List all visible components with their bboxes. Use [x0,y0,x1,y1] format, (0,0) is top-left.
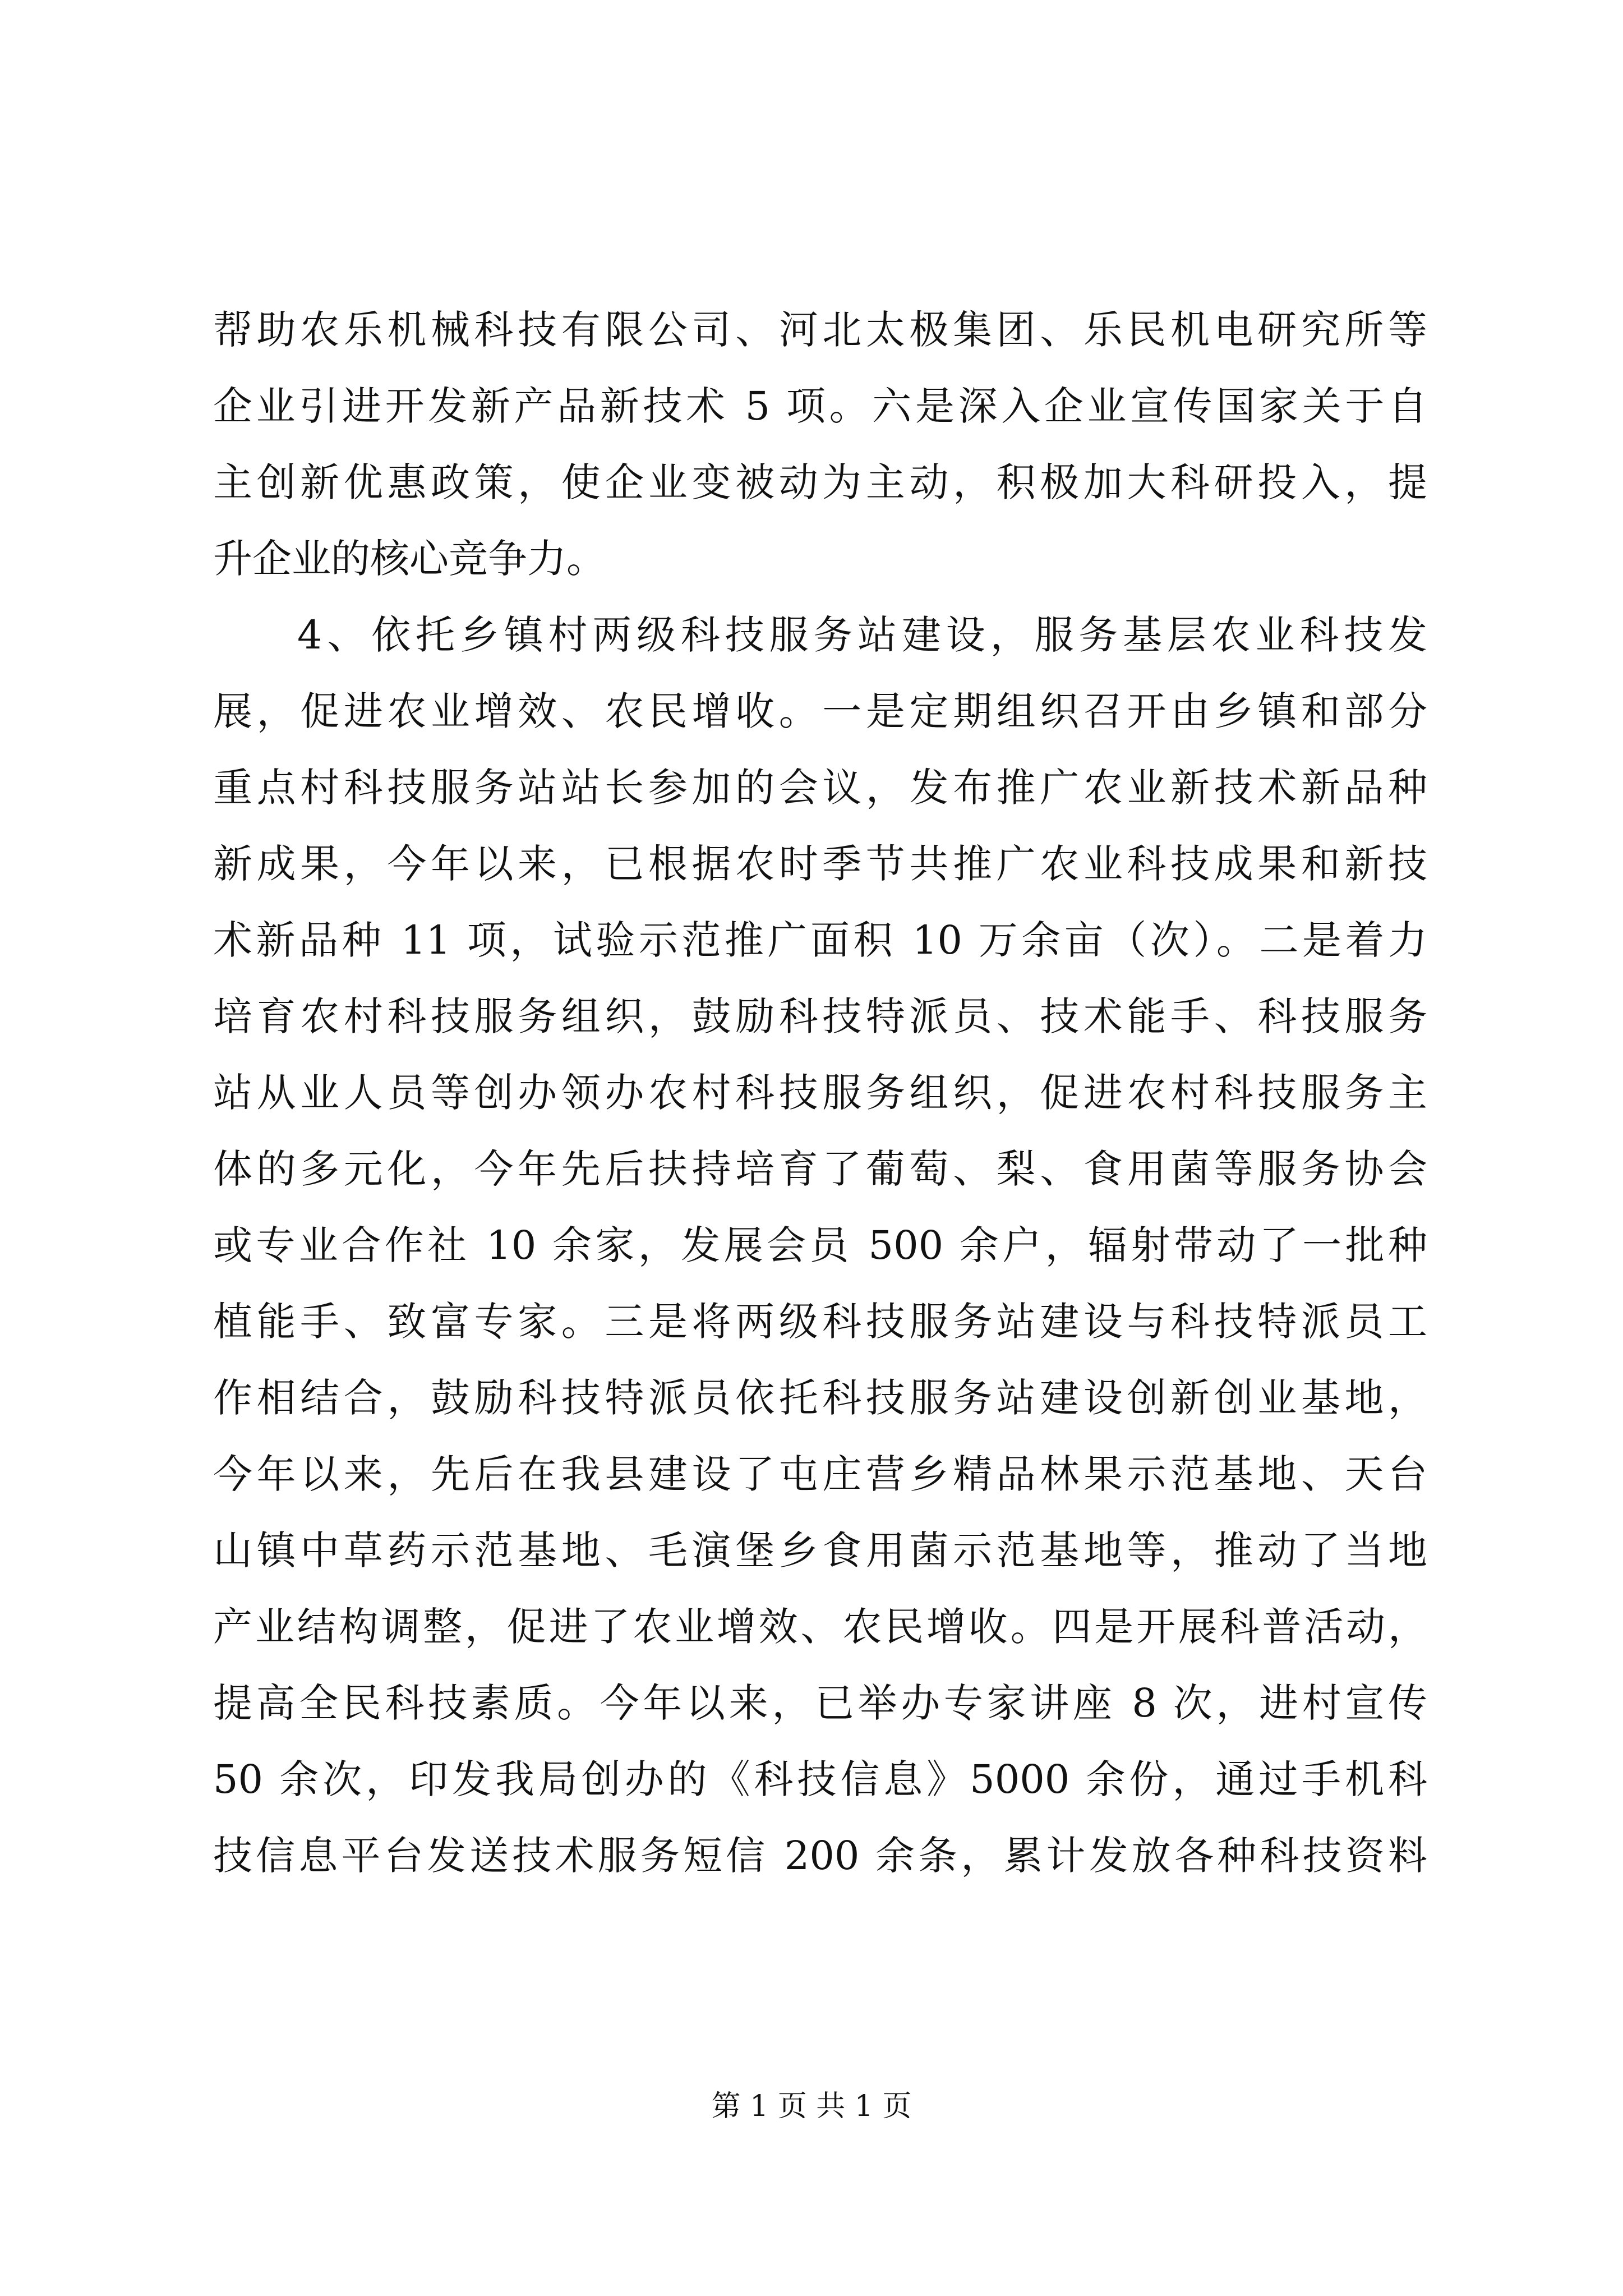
text-line: 新成果，今年以来，已根据农时季节共推广农业科技成果和新技 [213,841,1427,887]
text-line: 今年以来，先后在我县建设了屯庄营乡精品林果示范基地、天台 [213,1451,1427,1497]
text-line: 植能手、致富专家。三是将两级科技服务站建设与科技特派员工 [213,1299,1427,1345]
text-line: 山镇中草药示范基地、毛演堡乡食用菌示范基地等，推动了当地 [213,1527,1427,1573]
text-line: 企业引进开发新产品新技术 5 项。六是深入企业宣传国家关于自 [213,383,1427,429]
text-line: 站从业人员等创办领办农村科技服务组织，促进农村科技服务主 [213,1070,1427,1116]
text-line: 培育农村科技服务组织，鼓励科技特派员、技术能手、科技服务 [213,993,1427,1039]
text-line-paragraph-start: 4、依托乡镇村两级科技服务站建设，服务基层农业科技发 [297,612,1427,658]
text-line: 主创新优惠政策，使企业变被动为主动，积极加大科研投入，提 [213,459,1427,505]
text-line: 帮助农乐机械科技有限公司、河北太极集团、乐民机电研究所等 [213,307,1427,353]
text-line: 或专业合作社 10 余家，发展会员 500 余户，辐射带动了一批种 [213,1222,1427,1268]
text-line: 产业结构调整，促进了农业增效、农民增收。四是开展科普活动， [213,1604,1427,1650]
text-line: 升企业的核心竞争力。 [213,536,606,582]
page-number-footer: 第 1 页 共 1 页 [711,2090,912,2123]
text-line: 50 余次，印发我局创办的《科技信息》5000 余份，通过手机科 [213,1756,1427,1802]
text-line: 术新品种 11 项，试验示范推广面积 10 万余亩（次）。二是着力 [213,917,1427,963]
text-line: 重点村科技服务站站长参加的会议，发布推广农业新技术新品种 [213,765,1427,811]
text-line: 体的多元化，今年先后扶持培育了葡萄、梨、食用菌等服务协会 [213,1146,1427,1192]
text-line: 技信息平台发送技术服务短信 200 余条，累计发放各种科技资料 [213,1833,1427,1879]
text-line: 展，促进农业增效、农民增收。一是定期组织召开由乡镇和部分 [213,688,1427,734]
text-line: 提高全民科技素质。今年以来，已举办专家讲座 8 次，进村宣传 [213,1680,1427,1726]
body-text [213,292,1427,1894]
text-line: 作相结合，鼓励科技特派员依托科技服务站建设创新创业基地， [213,1375,1427,1421]
